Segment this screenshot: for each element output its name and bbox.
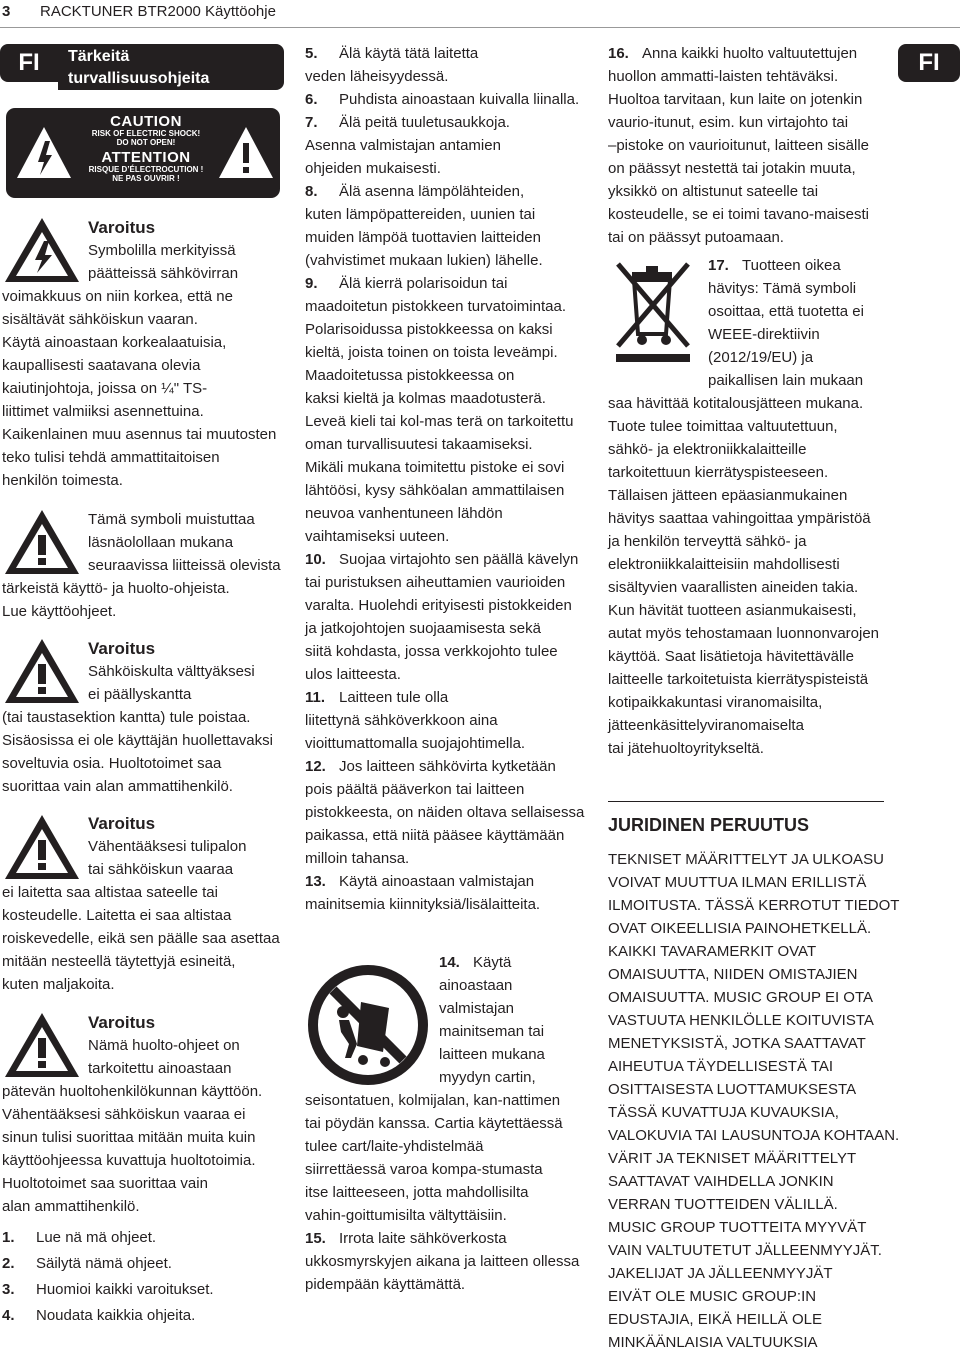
text-line: vaihtamiseksi uuteen. xyxy=(305,528,450,545)
text-line: EDUSTAJIA, EIKÄ HEILLÄ OLE xyxy=(608,1311,822,1328)
list-item xyxy=(305,951,579,974)
caution-label xyxy=(6,108,280,198)
text-line: kosteudelle. Laitetta ei saa altistaa xyxy=(2,907,232,924)
text-line: Sähköiskulta välttyäksesi xyxy=(88,663,255,680)
text-line: laitteelle tarkoitetuista kierrätyspisteistä xyxy=(608,671,869,688)
item-text: Puhdista ainoastaan kuivalla liinalla. xyxy=(339,91,580,108)
text-line: OMAISUUTTA. MUSIC GROUP EI OTA xyxy=(608,989,874,1006)
list-item xyxy=(305,548,584,571)
text-line: Polarisoidussa pistokkeessa on kaksi xyxy=(305,321,553,338)
text-line: OVAT OIKEELLISIA PAINOHETKELLÄ. xyxy=(608,920,872,937)
text-line: Tällaisen jätteen epäasianmukainen xyxy=(608,487,848,504)
text-line: suorittaa vain alan ammattihenkilö. xyxy=(2,778,233,795)
list-item xyxy=(2,1277,214,1303)
text-line: kosteudelle, se ei toimi tavano-maisesti xyxy=(608,206,869,223)
text-line: autat myös tehostamaan luonnonvarojen xyxy=(608,625,880,642)
text-line: Kun hävität tuotteen asianmukaisesti, xyxy=(608,602,857,619)
attention-line: RISQUE D’ÉLECTROCUTION ! xyxy=(88,165,204,174)
warning-heading: Varoitus xyxy=(88,218,156,237)
item-text: Tuotteen oikea xyxy=(742,257,841,274)
text-line: maadoitetun pistokkeen turvatoimintaa. xyxy=(305,298,566,315)
warning-heading: Varoitus xyxy=(88,639,156,658)
item-text: Suojaa virtajohto sen päällä kävelyn xyxy=(339,551,579,568)
text-line: siitä kohdasta, jossa verkkojohto tulee xyxy=(305,643,558,660)
item-text: Anna kaikki huolto valtuutettujen xyxy=(642,45,858,62)
text-line: ukkosmyrskyjen aikana ja laitteen ollessa xyxy=(305,1253,580,1270)
warning-service xyxy=(2,1011,262,1218)
safety-list-5-13 xyxy=(305,42,584,916)
safety-item-14 xyxy=(305,951,579,1296)
item-text: Jos laitteen sähkövirta kytketään xyxy=(339,758,556,775)
text-line: siirrettäessä varoa kompa-stumasta xyxy=(305,1161,543,1178)
item-text: Säilytä nämä ohjeet. xyxy=(36,1255,172,1272)
item-number: 16. xyxy=(608,45,629,62)
text-line: käyttöohjeessa kuvattuja huoltotoimia. xyxy=(2,1152,256,1169)
text-line: sinun tulisi suorittaa mitään muita kuin xyxy=(2,1129,256,1146)
text-line: vaurio-itunut, esim. kun virtajohto tai xyxy=(608,114,849,131)
caution-line: RISK OF ELECTRIC SHOCK! xyxy=(91,129,201,138)
text-line: Nämä huolto-ohjeet on xyxy=(88,1037,240,1054)
item-text: Irrota laite sähköverkosta xyxy=(339,1230,507,1247)
item-number: 9. xyxy=(305,275,318,292)
item-number: 8. xyxy=(305,183,318,200)
item-text: Huomioi kaikki varoitukset. xyxy=(36,1281,214,1298)
text-line: pois päältä pääverkon tai laitteen xyxy=(305,781,525,798)
text-line: Lue käyttöohjeet. xyxy=(2,603,117,620)
text-line: ei laitetta saa altistaa sateelle tai xyxy=(2,884,218,901)
list-item xyxy=(608,42,869,65)
warning-electric-shock xyxy=(2,216,276,492)
list-item xyxy=(305,755,584,778)
safety-item-17 xyxy=(608,254,879,760)
text-line: VOIVAT MUUTTUA ILMAN ERILLISTÄ xyxy=(608,874,867,891)
text-line: VERRAN TUOTTEIDEN VÄLILLÄ. xyxy=(608,1196,838,1213)
text-line: VALOKUVIA TAI LAUSUNTOJA KOHTAAN. xyxy=(608,1127,900,1144)
text-line: jätteenkäsittelyviranomaiselta xyxy=(608,717,804,734)
text-line: päätteissä sähkövirran xyxy=(88,265,239,282)
text-line: tai on päässyt putoamaan. xyxy=(608,229,784,246)
text-line: SAATTAVAT VAIHDELLA JONKIN xyxy=(608,1173,834,1190)
text-line: liitettynä sähköverkkoon aina xyxy=(305,712,498,729)
text-line: alan ammattihenkilö. xyxy=(2,1198,140,1215)
list-item xyxy=(305,42,584,65)
warning-cover xyxy=(2,637,273,798)
section-title-line: turvallisuusohjeita xyxy=(68,70,210,87)
text-line: vahin-goittumisilta vältyttäisiin. xyxy=(305,1207,507,1224)
warning-heading: Varoitus xyxy=(88,1013,156,1032)
item-text: Älä peitä tuuletusaukkoja. xyxy=(339,114,510,131)
text-line: MINKÄÄNLAISIA VALTUUKSIA xyxy=(608,1334,818,1351)
item-number: 10. xyxy=(305,551,326,568)
text-line: (2012/19/EU) ja xyxy=(708,349,814,366)
text-line: tärkeistä käyttö- ja huolto-ohjeista. xyxy=(2,580,230,597)
text-line: Huoltoa tarvitaan, kun laite on jotenkin xyxy=(608,91,863,108)
item-number: 11. xyxy=(305,689,326,706)
text-line: hävitys: Tämä symboli xyxy=(708,280,857,297)
text-line: tarkoitettuun kierrätyspisteeseen. xyxy=(608,464,829,481)
text-line: kuten lämpöpattereiden, uunien tai xyxy=(305,206,536,223)
text-line: tulee cart/laite-yhdistelmää xyxy=(305,1138,484,1155)
list-item xyxy=(2,1225,214,1251)
item-text: Käytä xyxy=(473,954,512,971)
text-line: kaupallisesti saatavana olevia xyxy=(2,357,201,374)
warning-read-manual xyxy=(2,508,281,623)
text-line: mainitsemia kiinnityksiä/lisälaitteita. xyxy=(305,896,541,913)
text-line: (tai taustasektion kantta) tule poistaa. xyxy=(2,709,251,726)
text-line: pidempään käyttämättä. xyxy=(305,1276,466,1293)
list-item xyxy=(2,1303,214,1329)
text-line: kaksi kieltä ja kolmas maadotusterä. xyxy=(305,390,546,407)
text-line: käyttöä. Saat lisätietoja hävitettävälle xyxy=(608,648,854,665)
text-line: mitään nesteellä täytettyjä esineitä, xyxy=(2,953,236,970)
list-item xyxy=(305,1227,579,1250)
lightning-warning-icon xyxy=(14,123,74,183)
attention-heading: ATTENTION xyxy=(101,149,191,166)
text-line: paikallisen lain mukaan xyxy=(708,372,864,389)
item-number: 7. xyxy=(305,114,318,131)
language-badge-left: FI xyxy=(0,44,58,82)
text-line: tai pöydän kanssa. Cartia käytettäessä xyxy=(305,1115,563,1132)
text-line: ei päällyskantta xyxy=(88,686,192,703)
text-line: lähtöösi, kysy sähköalan ammattilaisen xyxy=(305,482,565,499)
text-line: kaiutinjohtoja, joissa on ¼" TS- xyxy=(2,380,208,397)
text-line: myydyn cartin, xyxy=(439,1069,536,1086)
document-title: RACKTUNER BTR2000 Käyttöohje xyxy=(40,3,276,20)
caution-line: DO NOT OPEN! xyxy=(116,138,176,147)
section-title xyxy=(58,44,284,90)
safety-list-1-4 xyxy=(2,1225,214,1329)
text-line: tai puristuksen aiheuttamien vaurioiden xyxy=(305,574,566,591)
text-line: pätevän huoltohenkilökunnan käyttöön. xyxy=(2,1083,263,1100)
item-number: 13. xyxy=(305,873,326,890)
text-line: MUSIC GROUP TUOTTEITA MYYVÄT xyxy=(608,1219,867,1236)
warning-heading: Varoitus xyxy=(88,814,156,833)
text-line: mainitseman tai xyxy=(439,1023,545,1040)
text-line: Vähentääksesi sähköiskun vaaraa ei xyxy=(2,1106,246,1123)
text-line: Leveä kieli tai kol-mas terä on tarkoitettu xyxy=(305,413,574,430)
text-line: varalta. Huolehdi erityisesti pistokkeiden xyxy=(305,597,572,614)
text-line: ainoastaan xyxy=(439,977,513,994)
text-line: VÄRIT JA TEKNISET MÄÄRITTELYT xyxy=(608,1150,857,1167)
item-number: 15. xyxy=(305,1230,326,1247)
text-line: Asenna valmistajan antamien xyxy=(305,137,501,154)
caution-text xyxy=(80,114,212,183)
attention-line: NE PAS OUVRIR ! xyxy=(112,174,180,183)
item-number: 5. xyxy=(305,45,318,62)
text-line: VASTUUTA HENKILÖLLE KOITUVISTA xyxy=(608,1012,874,1029)
text-line: TÄSSÄ KUVATTUJA KUVAUKSIA, xyxy=(608,1104,839,1121)
text-line: tai jätehuoltoyritykseltä. xyxy=(608,740,764,757)
text-line: liittimet valmiiksi asennettuina. xyxy=(2,403,204,420)
text-line: OMAISUUTTA, NIIDEN OMISTAJIEN xyxy=(608,966,858,983)
text-line: milloin tahansa. xyxy=(305,850,410,867)
text-line: TEKNISET MÄÄRITTELYT JA ULKOASU xyxy=(608,851,884,868)
item-number: 2. xyxy=(2,1255,15,1272)
text-line: OSITTAISESTA LUOTTAMUKSESTA xyxy=(608,1081,857,1098)
text-line: tai sähköiskun vaaraa xyxy=(88,861,234,878)
item-text: Käytä ainoastaan valmistajan xyxy=(339,873,535,890)
text-line: tarkoitettu ainoastaan xyxy=(88,1060,232,1077)
text-line: valmistajan xyxy=(439,1000,515,1017)
list-item xyxy=(608,254,879,277)
text-line: paikassa, että niitä pääsee käyttämään xyxy=(305,827,565,844)
language-badge-right: FI xyxy=(898,44,960,82)
text-line: Tuote tulee toimittaa valtuutettuun, xyxy=(608,418,838,435)
item-text: Laitteen tule olla xyxy=(339,689,449,706)
section-divider xyxy=(608,801,884,802)
text-line: sisältyvien vaarallisten aineiden takia. xyxy=(608,579,859,596)
text-line: veden läheisyydessä. xyxy=(305,68,449,85)
text-line: seuraavissa liitteissä olevista xyxy=(88,557,281,574)
text-line: ulos laitteesta. xyxy=(305,666,401,683)
text-line: oman turvallisuutesi takaamiseksi. xyxy=(305,436,533,453)
text-line: Huoltotoimet saa suorittaa vain xyxy=(2,1175,208,1192)
warning-moisture xyxy=(2,812,280,996)
text-line: Symbolilla merkityissä xyxy=(88,242,236,259)
item-text: Lue nä mä ohjeet. xyxy=(36,1229,157,1246)
text-line: VAIN VALTUUTETUT JÄLLEENMYYJÄT. xyxy=(608,1242,882,1259)
exclamation-warning-icon xyxy=(216,123,276,183)
text-line: ja jatkojohtojen suojaamisesta sekä xyxy=(305,620,541,637)
text-line: roiskevedelle, eikä sen päälle saa asettaa xyxy=(2,930,280,947)
list-item xyxy=(305,180,584,203)
text-line: Kaikenlainen muu asennus tai muutosten xyxy=(2,426,277,443)
text-line: muiden lämpöä tuottavien laitteiden xyxy=(305,229,541,246)
item-number: 14. xyxy=(439,954,460,971)
legal-heading: JURIDINEN PERUUTUS xyxy=(608,815,810,835)
header-divider xyxy=(0,27,960,28)
list-item xyxy=(305,272,584,295)
text-line: KAIKKI TAVARAMERKIT OVAT xyxy=(608,943,817,960)
text-line: sähkö- ja elektroniikkalaitteille xyxy=(608,441,807,458)
text-line: teko tulisi tehdä ammattitaitoisen xyxy=(2,449,220,466)
text-line: vioittumattomalla suojajohtimella. xyxy=(305,735,526,752)
text-line: Käytä ainoastaan korkealaatuisia, xyxy=(2,334,227,351)
item-text: Noudata kaikkia ohjeita. xyxy=(36,1307,196,1324)
text-line: läsnäolollaan mukana xyxy=(88,534,234,551)
text-line: kuten maljakoita. xyxy=(2,976,115,993)
text-line: hävitys saattaa vahingoittaa ympäristöä xyxy=(608,510,871,527)
list-item xyxy=(2,1251,214,1277)
text-line: saa hävittää kotitalousjätteen mukana. xyxy=(608,395,864,412)
text-line: seisontatuen, kolmijalan, kan-nattimen xyxy=(305,1092,561,1109)
item-number: 4. xyxy=(2,1307,15,1324)
text-line: Sisäosissa ei ole käyttäjän huollettavaksi xyxy=(2,732,273,749)
text-line: ohjeiden mukaisesti. xyxy=(305,160,441,177)
text-line: (vahvistimet mukaan lukien) lähelle. xyxy=(305,252,543,269)
text-line: itse laitteeseen, jotta mahdollisilta xyxy=(305,1184,529,1201)
text-line: kotipaikkakuntasi viranomaisilta, xyxy=(608,694,823,711)
text-line: Vähentääksesi tulipalon xyxy=(88,838,247,855)
text-line: JAKELIJAT JA JÄLLEENMYYJÄT xyxy=(608,1265,833,1282)
text-line: huollon ammatti-laisten tehtäväksi. xyxy=(608,68,839,85)
text-line: Mikäli mukana toimitettu pistoke ei sovi xyxy=(305,459,565,476)
text-line: pistokkeesta, on näiden oltava sellaisessa xyxy=(305,804,585,821)
text-line: Maadoitetussa pistokkeessa on xyxy=(305,367,515,384)
text-line: laitteen mukana xyxy=(439,1046,545,1063)
item-number: 6. xyxy=(305,91,318,108)
item-text: Älä kierrä polarisoidun tai xyxy=(339,275,508,292)
text-line: neuvoa vanhentuneen lähdön xyxy=(305,505,503,522)
item-number: 17. xyxy=(708,257,729,274)
list-item xyxy=(305,88,584,111)
text-line: yksikkö on altistunut sateelle tai xyxy=(608,183,819,200)
text-line: elektroniikkalaitteisiin mahdollisesti xyxy=(608,556,840,573)
text-line: –pistoke on vaurioitunut, laitteen sisälle xyxy=(608,137,869,154)
text-line: AIHEUTUA TÄYDELLISESTÄ TAI xyxy=(608,1058,834,1075)
text-line: ILMOITUSTA. TÄSSÄ KERROTUT TIEDOT xyxy=(608,897,900,914)
safety-item-16 xyxy=(608,42,869,249)
text-line: WEEE-direktiivin xyxy=(708,326,820,343)
text-line: soveltuvia osia. Huoltotoimet saa xyxy=(2,755,222,772)
section-title-line: Tärkeitä xyxy=(68,48,130,65)
page-number: 3 xyxy=(2,3,11,20)
caution-heading: CAUTION xyxy=(110,113,182,130)
item-number: 1. xyxy=(2,1229,15,1246)
item-text: Älä asenna lämpölähteiden, xyxy=(339,183,525,200)
text-line: voimakkuus on niin korkea, että ne xyxy=(2,288,233,305)
text-line: EIVÄT OLE MUSIC GROUP:IN xyxy=(608,1288,817,1305)
item-number: 12. xyxy=(305,758,326,775)
text-line: Tämä symboli muistuttaa xyxy=(88,511,255,528)
item-number: 3. xyxy=(2,1281,15,1298)
legal-disclaimer xyxy=(608,848,899,1354)
list-item xyxy=(305,686,584,709)
text-line: MENETYKSISTÄ, JOTKA SAATTAVAT xyxy=(608,1035,866,1052)
text-line: on päässyt nestettä tai jotakin muuta, xyxy=(608,160,856,177)
list-item xyxy=(305,870,584,893)
text-line: sisältävät sähköiskun vaaran. xyxy=(2,311,198,328)
text-line: osoittaa, että tuotetta ei xyxy=(708,303,864,320)
item-text: Älä käytä tätä laitetta xyxy=(339,45,479,62)
text-line: kieltä, joista toinen on toista leveämpi. xyxy=(305,344,558,361)
list-item xyxy=(305,111,584,134)
text-line: ja henkilön terveyttä sähkö- ja xyxy=(608,533,807,550)
text-line: henkilön toimesta. xyxy=(2,472,123,489)
